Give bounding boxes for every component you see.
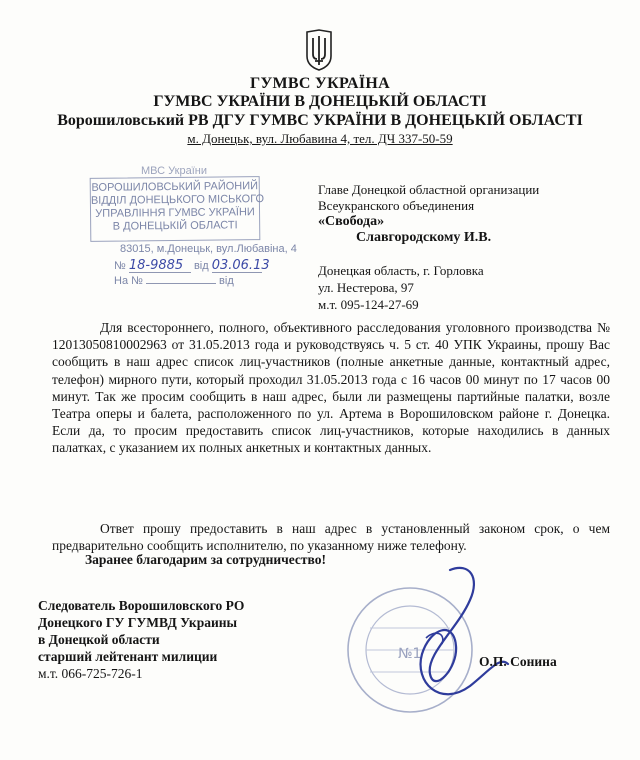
letter-body	[52, 319, 610, 457]
addressee-name: Славгородскому И.В.	[356, 230, 492, 245]
stamp-number: 18-9885	[129, 259, 191, 273]
seal-number: №1	[398, 646, 422, 662]
stamp-date-prefix: від	[193, 260, 209, 272]
addressee-org-name: «Свобода»	[318, 214, 385, 229]
stamp-number-row	[114, 258, 270, 273]
official-seal	[330, 558, 520, 728]
org-address: м. Донецьк, вул. Любавина 4, тел. ДЧ 337-50-59	[187, 131, 453, 146]
addressee-address	[318, 262, 484, 313]
signature-line-1: Следователь Ворошиловского РО	[38, 598, 245, 613]
stamp-address: 83015, м.Донецьк, вул.Любавіна, 4	[120, 243, 297, 255]
signature-block	[38, 597, 244, 682]
stamp-reply-row	[114, 275, 234, 288]
signer-name: О.П. Сонина	[479, 654, 557, 669]
addressee-block	[318, 182, 618, 246]
stamp-reply-prefix: На №	[114, 275, 143, 287]
stamp-reply-line	[146, 283, 216, 284]
org-line-1: ГУМВС УКРАЇНА	[249, 75, 390, 92]
stamp-line-3: УПРАВЛІННЯ ГУМВС УКРАЇНИ	[95, 206, 255, 220]
stamp-number-prefix: №	[114, 260, 126, 272]
signature-phone: м.т. 066-725-726-1	[38, 666, 143, 681]
addressee-line-2: Всеукранского объединения	[318, 198, 475, 213]
body-paragraph-1: Для всестороннего, полного, объективного расследования уголовного производства № 12013050810002963 от 31.05.2013 года и руководствуясь ч. 5 ст. 40 УПК Украины, прошу Вас сообщить в наш адрес список лиц-участников (полные анкетные данные, контактный адрес, телефон) мирного пути, который проходил 31.05.2013 года с 16 часов 00 минут по 17 часов 00 минут. Так же просим сообщить в наш адрес, были ли размещены партийные палатки, возле Театра оперы и балета, расположенного по ул. Артема в Ворошиловском районе г. Донецка. Если да, то просим предоставить список лиц-участников, которые находились в данных палатках, с указанием их полных анкетных и контактных данных.	[52, 320, 610, 456]
signature-line-4: старший лейтенант милиции	[38, 649, 218, 664]
trident-emblem-icon	[304, 28, 334, 72]
addressee-line-1: Главе Донецкой областной организации	[318, 182, 540, 197]
addressee-phone: м.т. 095-124-27-69	[318, 297, 419, 312]
registration-stamp	[80, 165, 297, 287]
stamp-reply-suffix: від	[219, 275, 234, 287]
stamp-line-2: ВІДДІЛ ДОНЕЦЬКОГО МІСЬКОГО	[90, 193, 265, 207]
thanks-line: Заранее благодарим за сотрудничество!	[85, 552, 326, 567]
stamp-box	[90, 176, 265, 242]
stamp-line-0: МВС України	[141, 165, 207, 177]
stamp-line-4: В ДОНЕЦЬКІЙ ОБЛАСТІ	[112, 219, 238, 233]
stamp-date: 03.06.13	[211, 258, 270, 273]
org-line-2: ГУМВС УКРАЇНИ В ДОНЕЦЬКІЙ ОБЛАСТІ	[153, 93, 487, 110]
stamp-line-1: ВОРОШИЛОВСЬКИЙ РАЙОНИЙ	[91, 180, 259, 194]
addressee-street: ул. Нестерова, 97	[318, 280, 414, 295]
signature-line-3: в Донецкой области	[38, 632, 160, 647]
org-line-3: Ворошиловський РВ ДГУ ГУМВС УКРАЇНИ В ДОНЕЦЬКІЙ ОБЛАСТІ	[57, 112, 583, 129]
addressee-region: Донецкая область, г. Горловка	[318, 263, 484, 278]
body-paragraph-2: Ответ прошу предоставить в наш адрес в установленный законом срок, о чем предварительно сообщить исполнителю, по указанному ниже телефону.	[52, 521, 610, 554]
signature-line-2: Донецкого ГУ ГУМВД Украины	[38, 615, 238, 630]
signature-scribble	[421, 568, 508, 694]
